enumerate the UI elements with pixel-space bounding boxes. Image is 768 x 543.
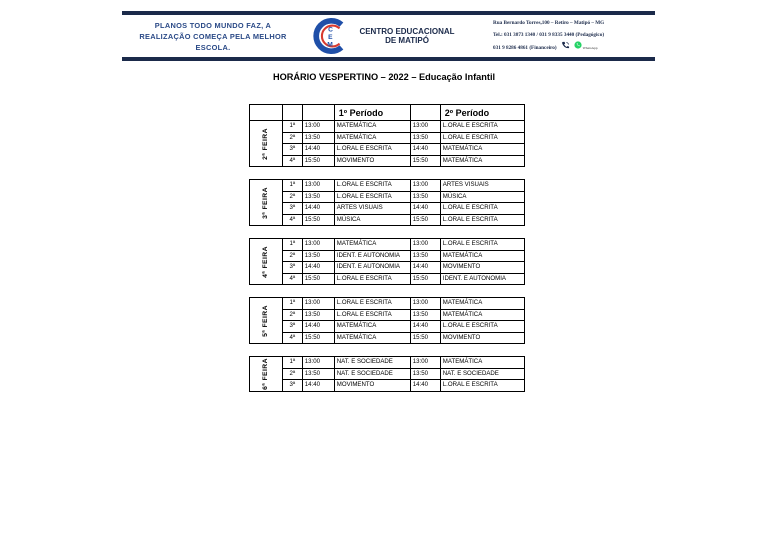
time-2: 13:00 <box>410 357 440 369</box>
school-name-line: DE MATIPÓ <box>385 35 429 45</box>
subject-2: L.ORAL E ESCRITA <box>440 214 524 226</box>
time-1: 13:50 <box>302 250 334 262</box>
schedule-table <box>249 297 525 344</box>
time-1: 14:40 <box>302 321 334 333</box>
subject-1: NAT. E SOCIEDADE <box>334 368 410 380</box>
address: Rua Bernardo Torres,100 – Retiro – Matipó – MG <box>493 20 605 26</box>
subject-1: L.ORAL E ESCRITA <box>334 309 410 321</box>
subject-1: ARTES VISUAIS <box>334 203 410 215</box>
weekday-label: 6ª FEIRA <box>261 358 269 390</box>
time-2: 14:40 <box>410 262 440 274</box>
whatsapp-icon <box>574 41 582 54</box>
time-1: 14:40 <box>302 380 334 392</box>
slogan-line: REALIZAÇÃO COMEÇA PELA MELHOR <box>139 32 287 41</box>
time-2: 13:00 <box>410 298 440 310</box>
subject-1: MOVIMENTO <box>334 380 410 392</box>
time-1: 15:50 <box>302 273 334 285</box>
phone-financeiro: 031 9 8286 4861 (Financeiro) <box>493 44 557 51</box>
time-2: 15:50 <box>410 155 440 167</box>
time-2: 13:50 <box>410 309 440 321</box>
period-1-header: 1º Período <box>334 105 410 121</box>
subject-1: L.ORAL E ESCRITA <box>334 273 410 285</box>
table-row <box>250 368 525 380</box>
lesson-number: 4ª <box>282 273 302 285</box>
schedule-table <box>249 356 525 392</box>
lesson-number: 1ª <box>282 180 302 192</box>
schedule-table <box>249 104 525 167</box>
subject-2: L.ORAL E ESCRITA <box>440 203 524 215</box>
table-row <box>250 273 525 285</box>
time-2: 14:40 <box>410 203 440 215</box>
weekday-label: 2ª FEIRA <box>261 127 269 160</box>
lesson-number: 2ª <box>282 309 302 321</box>
weekday-cell <box>250 298 283 344</box>
slogan <box>122 20 304 53</box>
logo-letter-m: M <box>327 41 333 49</box>
subject-1: IDENT. E AUTONOMIA <box>334 262 410 274</box>
time-1: 14:40 <box>302 203 334 215</box>
subject-1: MATEMÁTICA <box>334 121 410 133</box>
subject-2: MATEMÁTICA <box>440 357 524 369</box>
lesson-number: 2ª <box>282 368 302 380</box>
lesson-number: 4ª <box>282 155 302 167</box>
subject-2: L.ORAL E ESCRITA <box>440 380 524 392</box>
schedule-title: HORÁRIO VESPERTINO – 2022 – Educação Infantil <box>272 72 496 82</box>
time-1: 15:50 <box>302 155 334 167</box>
period-header-row <box>250 105 525 121</box>
time-2: 13:50 <box>410 191 440 203</box>
time-1: 13:50 <box>302 368 334 380</box>
subject-1: MATEMÁTICA <box>334 239 410 251</box>
lesson-number: 1ª <box>282 298 302 310</box>
lesson-number: 1ª <box>282 357 302 369</box>
weekday-cell <box>250 357 283 392</box>
lesson-number: 3ª <box>282 262 302 274</box>
table-row <box>250 239 525 251</box>
weekday-cell <box>250 180 283 226</box>
table-row <box>250 144 525 156</box>
phone-icon <box>561 41 570 54</box>
table-row <box>250 332 525 344</box>
header-blank-cell <box>410 105 440 121</box>
schedule-table <box>249 238 525 285</box>
header-bottom-bar <box>122 57 655 61</box>
time-1: 15:50 <box>302 214 334 226</box>
subject-1: MOVIMENTO <box>334 155 410 167</box>
time-2: 14:40 <box>410 380 440 392</box>
header-blank-cell <box>282 105 302 121</box>
table-row <box>250 191 525 203</box>
table-row <box>250 203 525 215</box>
subject-1: NAT. E SOCIEDADE <box>334 357 410 369</box>
lesson-number: 3ª <box>282 203 302 215</box>
subject-2: L.ORAL E ESCRITA <box>440 239 524 251</box>
weekday-label: 5ª FEIRA <box>261 304 269 337</box>
header-top-bar <box>122 11 655 15</box>
weekday-label: 4ª FEIRA <box>261 245 269 278</box>
subject-2: MATEMÁTICA <box>440 155 524 167</box>
school-header <box>122 11 655 61</box>
whatsapp-label: WhatsApp <box>582 45 598 50</box>
time-1: 13:00 <box>302 239 334 251</box>
weekday-cell <box>250 239 283 285</box>
time-2: 14:40 <box>410 144 440 156</box>
lesson-number: 4ª <box>282 214 302 226</box>
subject-2: MATEMÁTICA <box>440 298 524 310</box>
time-1: 13:00 <box>302 298 334 310</box>
time-1: 15:50 <box>302 332 334 344</box>
time-2: 15:50 <box>410 214 440 226</box>
phone-pedagogico: Tel.: 031 3873 1340 / 031 9 8335 3440 (Pedagógico) <box>493 32 605 38</box>
time-2: 13:50 <box>410 368 440 380</box>
school-name <box>352 28 462 45</box>
subject-1: L.ORAL E ESCRITA <box>334 180 410 192</box>
table-row <box>250 250 525 262</box>
subject-1: MATEMÁTICA <box>334 321 410 333</box>
time-2: 13:00 <box>410 121 440 133</box>
subject-2: MATEMÁTICA <box>440 144 524 156</box>
lesson-number: 3ª <box>282 380 302 392</box>
subject-1: L.ORAL E ESCRITA <box>334 191 410 203</box>
time-2: 15:50 <box>410 332 440 344</box>
lesson-number: 4ª <box>282 332 302 344</box>
subject-1: IDENT. E AUTONOMIA <box>334 250 410 262</box>
time-2: 13:00 <box>410 239 440 251</box>
subject-2: MOVIMENTO <box>440 262 524 274</box>
time-1: 13:00 <box>302 121 334 133</box>
lesson-number: 1ª <box>282 121 302 133</box>
table-row <box>250 321 525 333</box>
subject-2: L.ORAL E ESCRITA <box>440 132 524 144</box>
table-row <box>250 357 525 369</box>
subject-1: L.ORAL E ESCRITA <box>334 144 410 156</box>
weekday-label: 3ª FEIRA <box>261 186 269 219</box>
logo-letter-e: E <box>328 33 333 41</box>
table-row <box>250 214 525 226</box>
time-2: 14:40 <box>410 321 440 333</box>
logo-letter-c: C <box>328 26 333 34</box>
time-2: 13:50 <box>410 132 440 144</box>
subject-2: NAT. E SOCIEDADE <box>440 368 524 380</box>
table-row <box>250 132 525 144</box>
subject-2: MOVIMENTO <box>440 332 524 344</box>
schedule-table <box>249 179 525 226</box>
time-1: 14:40 <box>302 144 334 156</box>
subject-2: MÚSICA <box>440 191 524 203</box>
financeiro-row <box>493 41 655 54</box>
lesson-number: 3ª <box>282 321 302 333</box>
time-1: 13:50 <box>302 191 334 203</box>
subject-2: L.ORAL E ESCRITA <box>440 321 524 333</box>
table-row <box>250 180 525 192</box>
subject-1: MATEMÁTICA <box>334 132 410 144</box>
table-row <box>250 155 525 167</box>
subject-2: L.ORAL E ESCRITA <box>440 121 524 133</box>
weekday-cell <box>250 121 283 167</box>
time-1: 13:50 <box>302 132 334 144</box>
time-1: 13:50 <box>302 309 334 321</box>
time-1: 13:00 <box>302 180 334 192</box>
table-row <box>250 121 525 133</box>
time-2: 13:50 <box>410 250 440 262</box>
subject-2: MATEMÁTICA <box>440 309 524 321</box>
lesson-number: 2ª <box>282 132 302 144</box>
table-row <box>250 262 525 274</box>
subject-2: ARTES VISUAIS <box>440 180 524 192</box>
time-1: 13:00 <box>302 357 334 369</box>
subject-1: MÚSICA <box>334 214 410 226</box>
subject-1: L.ORAL E ESCRITA <box>334 298 410 310</box>
lesson-number: 3ª <box>282 144 302 156</box>
table-row <box>250 309 525 321</box>
contact-info <box>493 17 655 54</box>
table-row <box>250 298 525 310</box>
header-blank-cell <box>302 105 334 121</box>
slogan-line: ESCOLA. <box>195 43 231 52</box>
header-blank-cell <box>250 105 283 121</box>
time-2: 13:00 <box>410 180 440 192</box>
subject-2: MATEMÁTICA <box>440 250 524 262</box>
school-logo <box>312 17 350 55</box>
slogan-line: PLANOS TODO MUNDO FAZ, A <box>154 21 272 30</box>
subject-2: IDENT. E AUTONOMIA <box>440 273 524 285</box>
time-2: 15:50 <box>410 273 440 285</box>
time-1: 14:40 <box>302 262 334 274</box>
lesson-number: 2ª <box>282 191 302 203</box>
table-row <box>250 380 525 392</box>
school-name-line: CENTRO EDUCACIONAL <box>359 27 455 36</box>
period-2-header: 2º Período <box>440 105 524 121</box>
lesson-number: 1ª <box>282 239 302 251</box>
subject-1: MATEMÁTICA <box>334 332 410 344</box>
lesson-number: 2ª <box>282 250 302 262</box>
